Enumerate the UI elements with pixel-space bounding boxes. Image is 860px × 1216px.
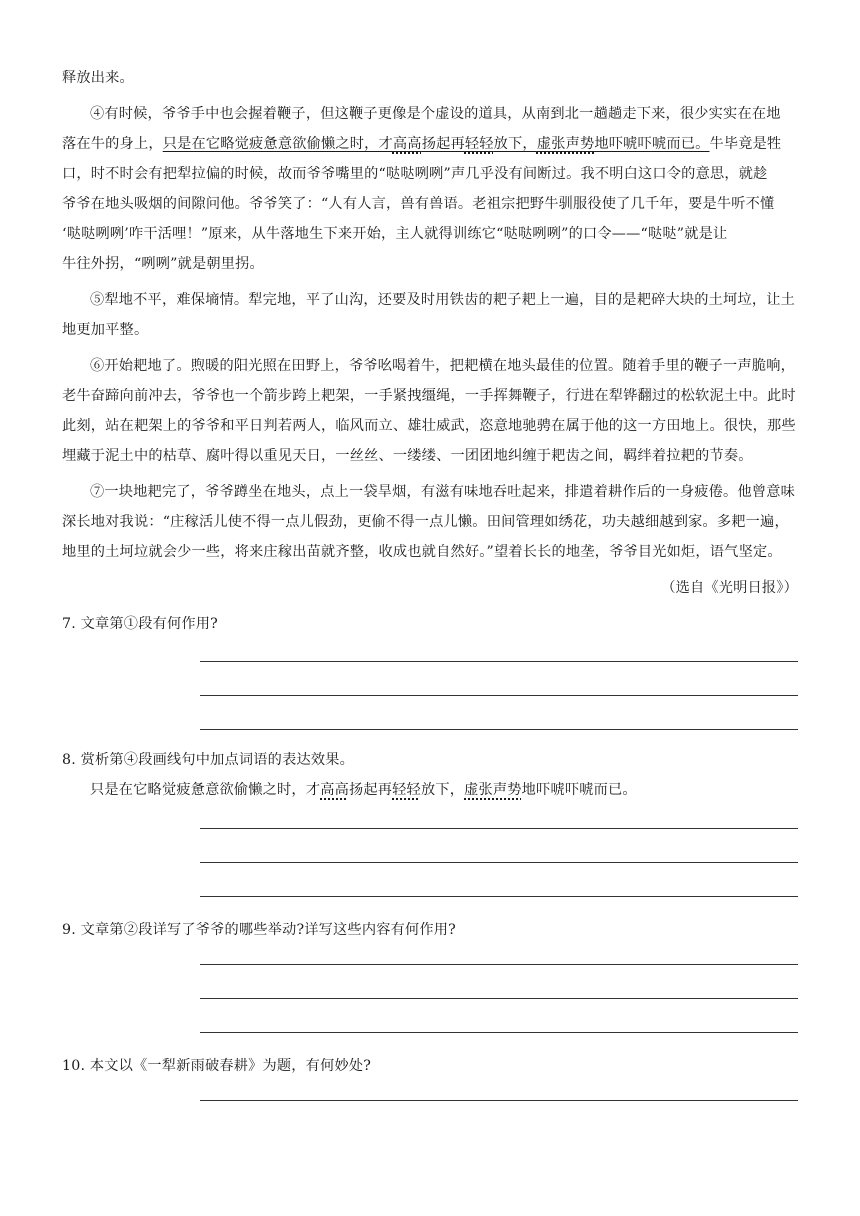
source-citation: （选自《光明日报》） (661, 580, 798, 596)
emphasized-word: 高高 (320, 782, 349, 798)
paragraph-7-line: 深长地对我说：“庄稼活儿使不得一点儿假劲，更偷不得一点儿懒。田间管理如绣花，功夫越细越到家。多耙一遍， (62, 514, 789, 530)
paragraph-4-line (62, 134, 802, 154)
question-8-quote (90, 780, 802, 800)
text-run: 放下， (493, 136, 537, 152)
emphasized-word: 虚张声势 (536, 136, 595, 152)
question-9: 9. 文章第②段详写了爷爷的哪些举动?详写这些内容有何作用? (62, 922, 456, 938)
answer-line[interactable] (200, 862, 798, 863)
text-run: 只是在它略觉疲惫意欲偷懒之时，才 (90, 782, 321, 798)
paragraph-5-line: 地更加平整。 (62, 322, 149, 338)
emphasized-word: 轻轻 (464, 136, 494, 152)
paragraph-4-line: 牛往外拐，“咧咧”就是朝里拐。 (62, 256, 264, 272)
paragraph-7-line: ⑦一块地耙完了，爷爷蹲坐在地头，点上一袋旱烟，有滋有味地吞吐起来，排遣着耕作后的一身疲倦。他曾意味 (90, 484, 795, 500)
question-10: 10. 本文以《一犁新雨破春耕》为题，有何妙处? (62, 1058, 372, 1074)
paragraph-6-line: 此刻，站在耙架上的爷爷和平日判若两人，临风而立、雄壮威武，恣意地驰骋在属于他的这一方田地上。很快，那些 (62, 418, 796, 434)
paragraph-7-line: 地里的土坷垃就会少一些，将来庄稼出苗就齐整，收成也就自然好。”望着长长的地垄，爷爷目光如炬，语气坚定。 (62, 544, 782, 560)
paragraph-4-line: 爷爷在地头吸烟的间隙问他。爷爷笑了：“人有人言，兽有兽语。老祖宗把野牛驯服役使了几千年，要是牛听不懂 (62, 196, 775, 212)
text-run: 牛毕竟是牲 (709, 136, 782, 152)
paragraph-4-line: ④有时候，爷爷手中也会握着鞭子，但这鞭子更像是个虚设的道具，从南到北一趟趟走下来，很少实实在在地 (90, 106, 781, 122)
text-run: 地吓唬吓唬而已。 (521, 782, 637, 798)
answer-line[interactable] (200, 661, 798, 662)
answer-line[interactable] (200, 695, 798, 696)
paragraph-6-line: 埋藏于泥土中的枯草、腐叶得以重见天日，一丝丝、一缕缕、一团团地纠缠于耙齿之间，羁绊着拉耙的节奏。 (62, 448, 753, 464)
paragraph-6-line: 老牛奋蹄向前冲去，爷爷也一个箭步跨上耙架，一手紧拽缰绳，一手挥舞鞭子，行进在犁铧翻过的松软泥土中。此时 (62, 388, 796, 404)
text-run: 扬起再 (421, 136, 465, 152)
answer-line[interactable] (200, 729, 798, 730)
answer-line[interactable] (200, 828, 798, 829)
text-run: 扬起再 (348, 782, 393, 798)
text-run: 只是在它略觉疲惫意欲偷懒之时，才 (162, 136, 393, 152)
paragraph-4-line: 口，时不时会有把犁拉偏的时候，故而爷爷嘴里的“哒哒咧咧”声几乎没有间断过。我不明白这口令的意思，就趁 (62, 166, 768, 182)
question-8: 8. 赏析第④段画线句中加点词语的表达效果。 (62, 752, 355, 768)
text-line: 释放出来。 (62, 70, 134, 86)
underlined-sentence (163, 136, 710, 152)
text-run: 地吓唬吓唬而已。 (594, 136, 710, 152)
paragraph-4-line: ‘哒哒咧咧’咋干活哩！”原来，从牛落地生下来开始，主人就得训练它“哒哒咧咧”的口令——“哒哒”就是让 (62, 226, 728, 242)
text-run: 放下， (420, 782, 465, 798)
answer-line[interactable] (200, 1100, 798, 1101)
emphasized-word: 轻轻 (392, 782, 421, 798)
answer-line[interactable] (200, 896, 798, 897)
answer-line[interactable] (200, 998, 798, 999)
answer-line[interactable] (200, 1032, 798, 1033)
paragraph-5-line: ⑤犁地不平，难保墒情。犁完地，平了山沟，还要及时用铁齿的耙子耙上一遍，目的是耙碎大块的土坷垃，让土 (90, 292, 795, 308)
paragraph-6-line: ⑥开始耙地了。煦暖的阳光照在田野上，爷爷吆喝着牛，把耙横在地头最佳的位置。随着手里的鞭子一声脆响， (90, 358, 795, 374)
answer-line[interactable] (200, 964, 798, 965)
emphasized-word: 虚张声势 (464, 782, 522, 798)
emphasized-word: 高高 (392, 136, 422, 152)
question-7: 7. 文章第①段有何作用? (62, 616, 218, 632)
text-run: 落在牛的身上， (62, 136, 163, 152)
